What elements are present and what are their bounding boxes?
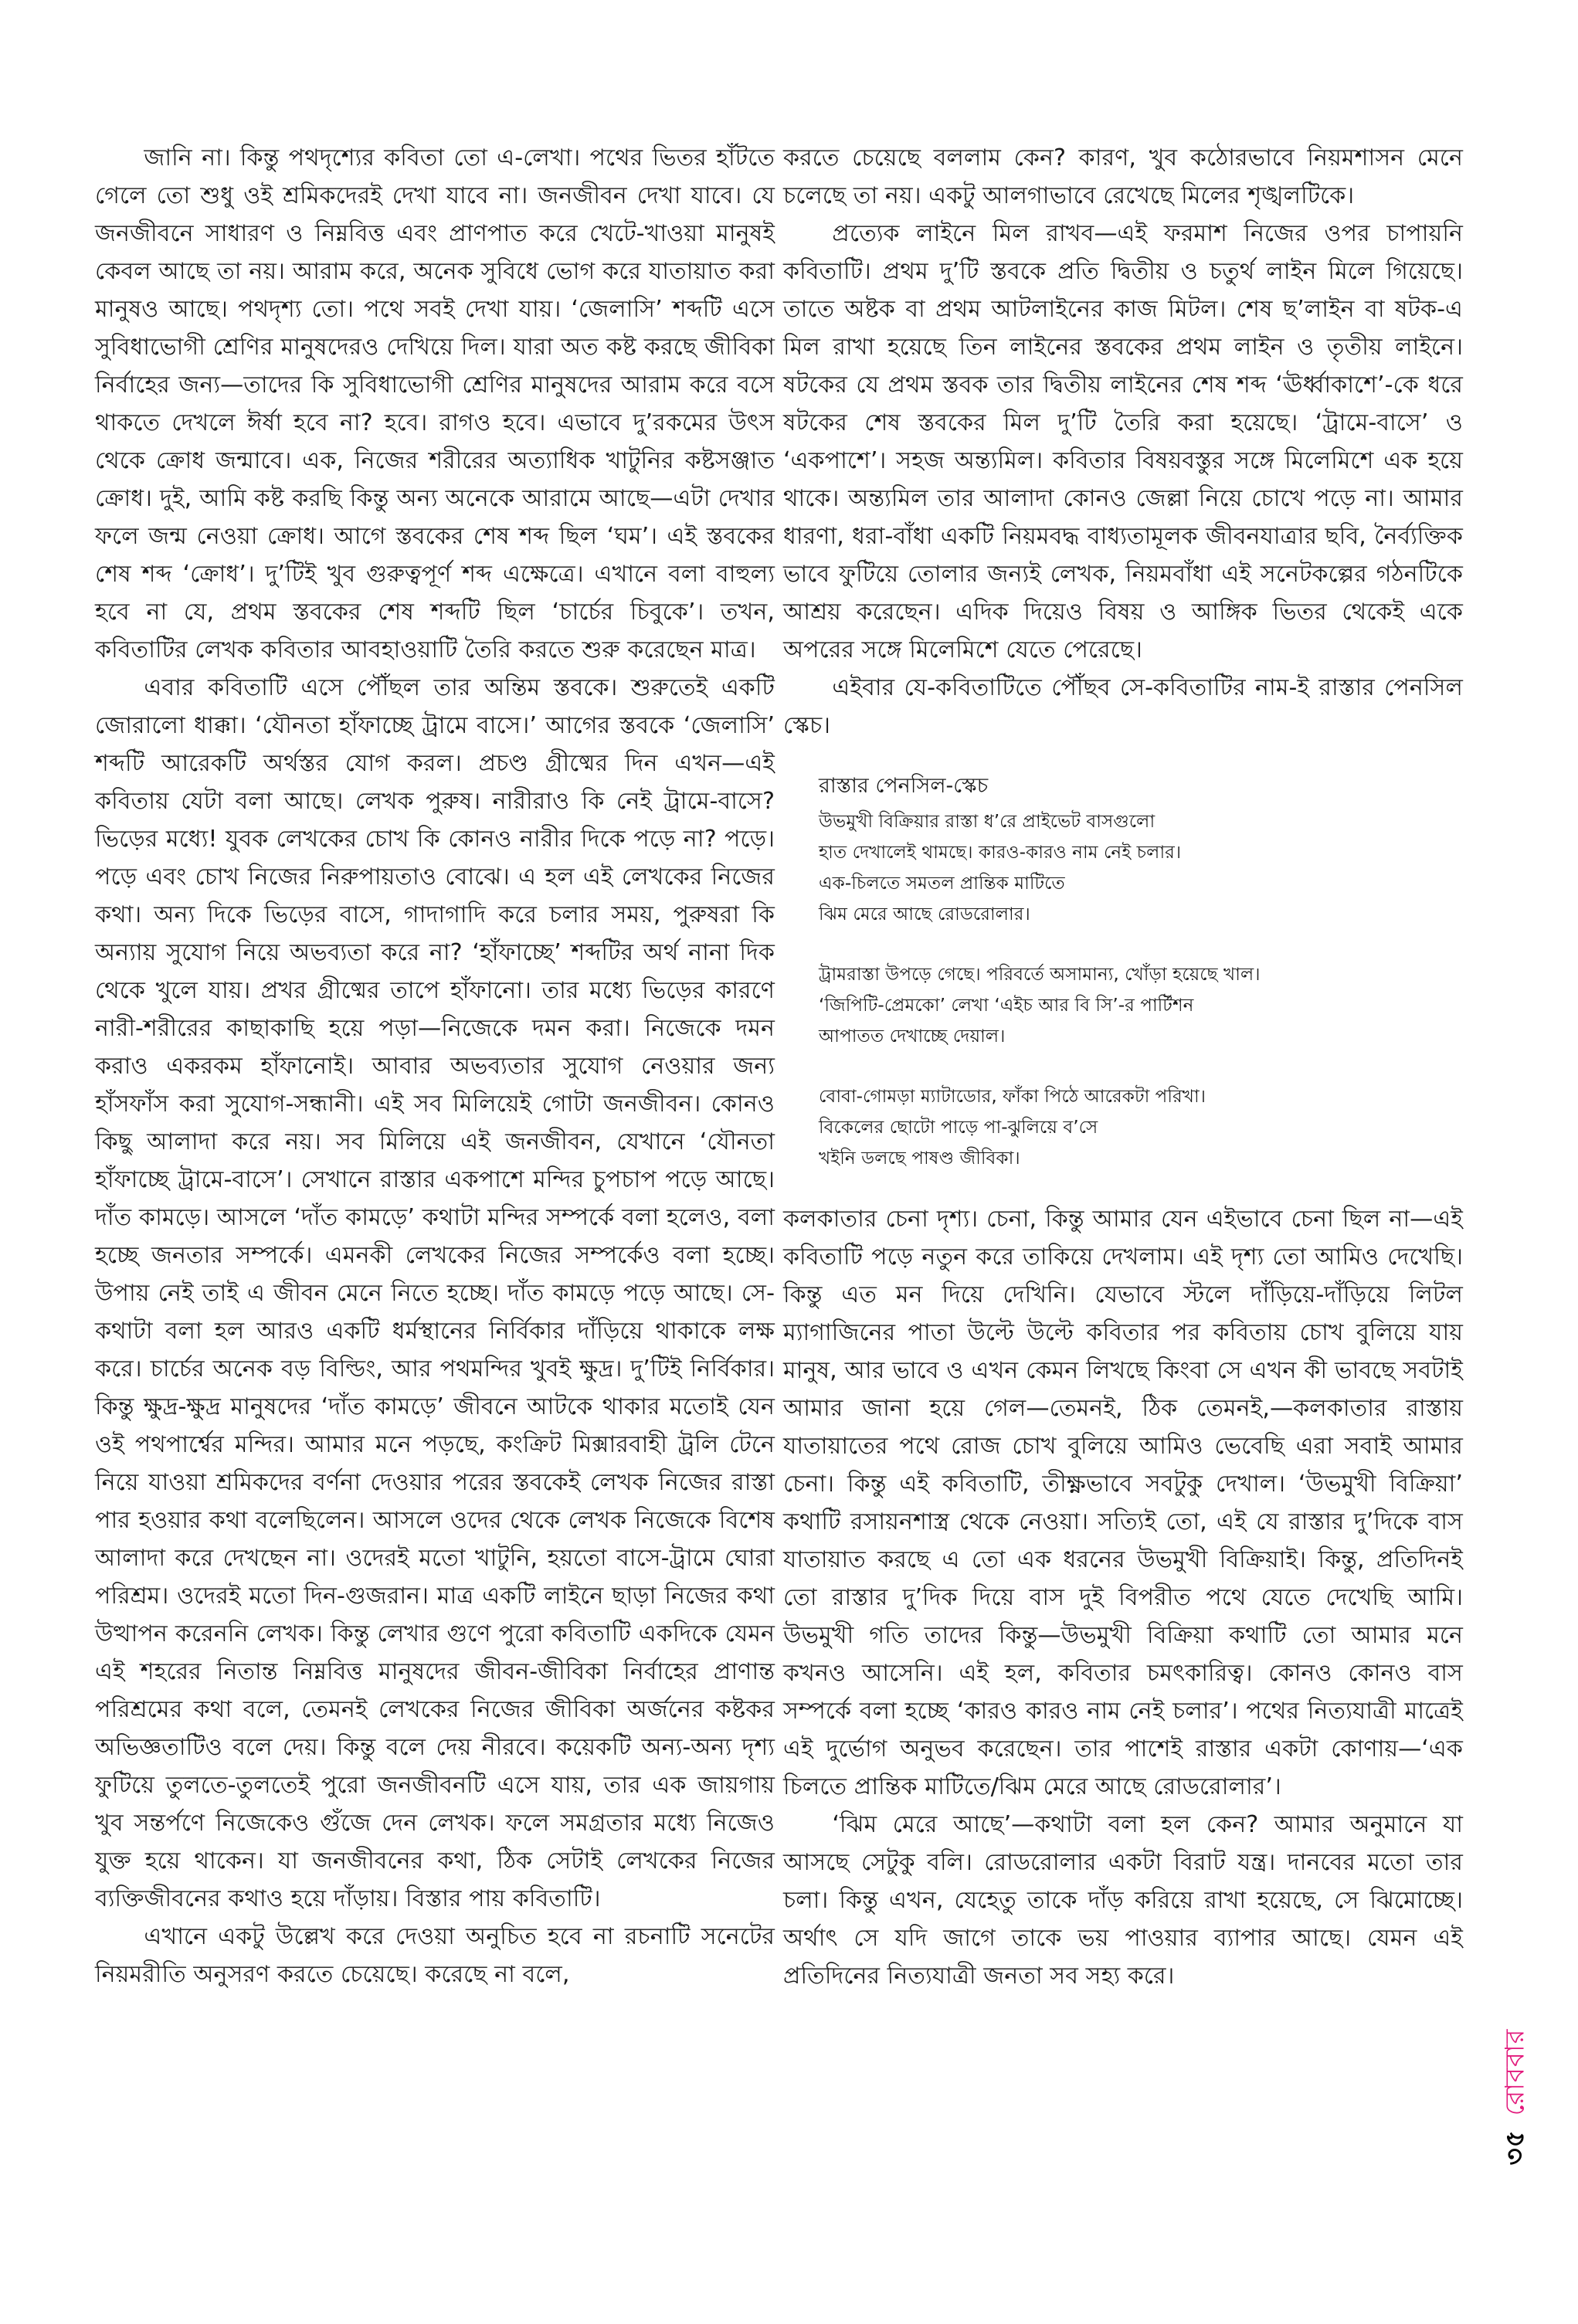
body-paragraph: এইবার যে-কবিতাটিতে পৌঁছব সে-কবিতাটির নাম-ই রাস্তার পেনসিল স্কেচ। xyxy=(783,674,1463,739)
page-footer-sidebar xyxy=(1494,1950,1540,2244)
magazine-name: রোববার xyxy=(1499,2028,1531,2116)
poem-stanza xyxy=(819,959,1463,1052)
poem-line: উভমুখী বিক্রিয়ার রাস্তা ধ’রে প্রাইভেট বাসগুলো xyxy=(819,811,1156,832)
poem-line: আপাতত দেখাচ্ছে দেয়াল। xyxy=(819,1026,1006,1047)
poem-line: বিকেলের ছোটো পাড়ে পা-ঝুলিয়ে ব’সে xyxy=(819,1117,1098,1138)
poem-block xyxy=(819,771,1463,1174)
poem-line: হাত দেখালেই থামছে। কারও-কারও নাম নেই চলার। xyxy=(819,842,1182,863)
poem-stanza xyxy=(819,1081,1463,1174)
sidebar-label xyxy=(1495,2029,1539,2166)
poem-line: বোবা-গোমড়া ম্যাটাডোর, ফাঁকা পিঠে আরেকটা পরিখা। xyxy=(819,1086,1206,1107)
poem-line: খইনি ডলছে পাষণ্ড জীবিকা। xyxy=(819,1148,1020,1169)
left-column xyxy=(95,139,775,1993)
body-paragraph: জানি না। কিন্তু পথদৃশ্যের কবিতা তো এ-লেখা। পথের ভিতর হাঁটতে গেলে তো শুধু ওই শ্রমিকদেরই দেখা যাবে না। জনজীবন দেখা যাবে। যে জনজীবনে সাধারণ ও নিম্নবিত্ত এবং প্রাণপাত করে খেটে-খাওয়া মানুষই কেবল আছে তা নয়। আরাম করে, অনেক সুবিধে ভোগ করে যাতায়াত করা মানুষও আছে। পথদৃশ্য তো। পথে সবই দেখা যায়। ‘জেলাসি’ শব্দটি এসে সুবিধাভোগী শ্রেণির মানুষদেরও দেখিয়ে দিল। যারা অত কষ্ট করছে জীবিকা নির্বাহের জন্য—তাদের কি সুবিধাভোগী শ্রেণির মানুষদের আরাম করে বসে থাকতে দেখলে ঈর্ষা হবে না? হবে। রাগও হবে। এভাবে দু’রকমের উৎস থেকে ক্রোধ জন্মাবে। এক, নিজের শরীরের অত্যাধিক খাটুনির কষ্টসঞ্জাত ক্রোধ। দুই, আমি কষ্ট করছি কিন্তু অন্য অনেকে আরামে আছে—এটা দেখার ফলে জন্ম নেওয়া ক্রোধ। আগে স্তবকের শেষ শব্দ ছিল ‘ঘম’। এই স্তবকের শেষ শব্দ ‘ক্রোধ’। দু’টিই খুব গুরুত্বপূর্ণ শব্দ এক্ষেত্রে। এখানে বলা বাহুল্য হবে না যে, প্রথম স্তবকের শেষ শব্দটি ছিল ‘চার্চের চিবুকে’। তখন, কবিতাটির লেখক কবিতার আবহাওয়াটি তৈরি করতে শুরু করেছেন মাত্র। xyxy=(95,144,775,663)
poem-stanza xyxy=(819,806,1463,930)
poem-line: এক-চিলতে সমতল প্রান্তিক মাটিতে xyxy=(819,873,1065,894)
poem-line: ট্রামরাস্তা উপড়ে গেছে। পরিবর্তে অসামান্য, খোঁড়া হয়েছে খাল। xyxy=(819,964,1261,985)
body-paragraph: এবার কবিতাটি এসে পৌঁছল তার অন্তিম স্তবকে। শুরুতেই একটি জোরালো ধাক্কা। ‘যৌনতা হাঁফাচ্ছে ট্রামে বাসে।’ আগের স্তবকে ‘জেলাসি’ শব্দটি আরেকটি অর্থস্তর যোগ করল। প্রচণ্ড গ্রীষ্মের দিন এখন—এই কবিতায় যেটা বলা আছে। লেখক পুরুষ। নারীরাও কি নেই ট্রামে-বাসে? ভিড়ের মধ্যে! যুবক লেখকের চোখ কি কোনও নারীর দিকে পড়ে না? পড়ে। পড়ে এবং চোখ নিজের নিরুপায়তাও বোঝে। এ হল এই লেখকের নিজের কথা। অন্য দিকে ভিড়ের বাসে, গাদাগাদি করে চলার সময়, পুরুষরা কি অন্যায় সুযোগ নিয়ে অভব্যতা করে না? ‘হাঁফাচ্ছে’ শব্দটির অর্থ নানা দিক থেকে খুলে যায়। প্রখর গ্রীষ্মের তাপে হাঁফানো। তার মধ্যে ভিড়ের কারণে নারী-শরীরের কাছাকাছি হয়ে পড়া—নিজেকে দমন করা। নিজেকে দমন করাও একরকম হাঁফানোই। আবার অভব্যতার সুযোগ নেওয়ার জন্য হাঁসফাঁস করা সুযোগ-সন্ধানী। এই সব মিলিয়েই গোটা জনজীবন। কোনও কিছু আলাদা করে নয়। সব মিলিয়ে এই জনজীবন, যেখানে ‘যৌনতা হাঁফাচ্ছে ট্রামে-বাসে’। সেখানে রাস্তার একপাশে মন্দির চুপচাপ পড়ে আছে। দাঁত কামড়ে। আসলে ‘দাঁত কামড়ে’ কথাটা মন্দির সম্পর্কে বলা হলেও, বলা হচ্ছে জনতার সম্পর্কে। এমনকী লেখকের নিজের সম্পর্কেও বলা হচ্ছে। উপায় নেই তাই এ জীবন মেনে নিতে হচ্ছে। দাঁত কামড়ে পড়ে আছে। সে-কথাটা বলা হল আরও একটি ধর্মস্থানের নির্বিকার দাঁড়িয়ে থাকাকে লক্ষ করে। চার্চের অনেক বড় বিল্ডিং, আর পথমন্দির খুবই ক্ষুদ্র। দু’টিই নির্বিকার। কিন্তু ক্ষুদ্র-ক্ষুদ্র মানুষদের ‘দাঁত কামড়ে’ জীবনে আটকে থাকার মতোই যেন ওই পথপার্শ্বের মন্দির। আমার মনে পড়ছে, কংক্রিট মিক্সারবাহী ট্রলি টেনে নিয়ে যাওয়া শ্রমিকদের বর্ণনা দেওয়ার পরের স্তবকেই লেখক নিজের রাস্তা পার হওয়ার কথা বলেছিলেন। আসলে ওদের থেকে লেখক নিজেকে বিশেষ আলাদা করে দেখছেন না। ওদেরই মতো খাটুনি, হয়তো বাসে-ট্রামে ঘোরা পরিশ্রম। ওদেরই মতো দিন-গুজরান। মাত্র একটি লাইনে ছাড়া নিজের কথা উত্থাপন করেননি লেখক। কিন্তু লেখার গুণে পুরো কবিতাটি একদিকে যেমন এই শহরের নিতান্ত নিম্নবিত্ত মানুষদের জীবন-জীবিকা নির্বাহের প্রাণান্ত পরিশ্রমের কথা বলে, তেমনই লেখকের নিজের জীবিকা অর্জনের কষ্টকর অভিজ্ঞতাটিও বলে দেয়। কিন্তু বলে দেয় নীরবে। কয়েকটি অন্য-অন্য দৃশ্য ফুটিয়ে তুলতে-তুলতেই পুরো জনজীবনটি এসে যায়, তার এক জায়গায় খুব সন্তর্পণে নিজেকেও গুঁজে দেন লেখক। ফলে সমগ্রতার মধ্যে নিজেও যুক্ত হয়ে থাকেন। যা জনজীবনের কথা, ঠিক সেটাই লেখকের নিজের ব্যক্তিজীবনের কথাও হয়ে দাঁড়ায়। বিস্তার পায় কবিতাটি। xyxy=(95,674,775,1912)
body-paragraph: কলকাতার চেনা দৃশ্য। চেনা, কিন্তু আমার যেন এইভাবে চেনা ছিল না—এই কবিতাটি পড়ে নতুন করে তাকিয়ে দেখলাম। এই দৃশ্য তো আমিও দেখেছি। কিন্তু এত মন দিয়ে দেখিনি। যেভাবে স্টলে দাঁড়িয়ে-দাঁড়িয়ে লিটল ম্যাগাজিনের পাতা উল্টে উল্টে কবিতার পর কবিতায় চোখ বুলিয়ে যায় মানুষ, আর ভাবে ও এখন কেমন লিখছে কিংবা সে এখন কী ভাবছে সবটাই আমার জানা হয়ে গেল—তেমনই, ঠিক তেমনই,—কলকাতার রাস্তায় যাতায়াতের পথে রোজ চোখ বুলিয়ে আমিও ভেবেছি এরা সবাই আমার চেনা। কিন্তু এই কবিতাটি, তীক্ষ্ণভাবে সবটুকু দেখাল। ‘উভমুখী বিক্রিয়া’ কথাটি রসায়নশাস্ত্র থেকে নেওয়া। সত্যিই তো, এই যে রাস্তার দু’দিকে বাস যাতায়াত করছে এ তো এক ধরনের উভমুখী বিক্রিয়াই। কিন্তু, প্রতিদিনই তো রাস্তার দু’দিক দিয়ে বাস দুই বিপরীত পথে যেতে দেখেছি আমি। উভমুখী গতি তাদের কিন্তু—উভমুখী বিক্রিয়া কথাটি তো আমার মনে কখনও আসেনি। এই হল, কবিতার চমৎকারিত্ব। কোনও কোনও বাস সম্পর্কে বলা হচ্ছে ‘কারও কারও নাম নেই চলার’। পথের নিত্যযাত্রী মাত্রেই এই দুর্ভোগ অনুভব করেছেন। তার পাশেই রাস্তার একটা কোণায়—‘এক চিলতে প্রান্তিক মাটিতে/ঝিম মেরে আছে রোডরোলার’। xyxy=(783,1206,1463,1800)
poem-title: রাস্তার পেনসিল-স্কেচ xyxy=(819,774,989,798)
body-paragraph: প্রত্যেক লাইনে মিল রাখব—এই ফরমাশ নিজের ওপর চাপায়নি কবিতাটি। প্রথম দু’টি স্তবকে প্রতি দ্বিতীয় ও চতুর্থ লাইন মিলে গিয়েছে। তাতে অষ্টক বা প্রথম আটলাইনের কাজ মিটল। শেষ ছ’লাইন বা ষটক-এ মিল রাখা হয়েছে তিন লাইনের স্তবকের প্রথম লাইন ও তৃতীয় লাইনে। ষটকের যে প্রথম স্তবক তার দ্বিতীয় লাইনের শেষ শব্দ ‘ঊর্ধ্বাকাশে’-কে ধরে ষটকের শেষ স্তবকের মিল দু’টি তৈরি করা হয়েছে। ‘ট্রামে-বাসে’ ও ‘একপাশে’। সহজ অন্ত্যমিল। কবিতার বিষয়বস্তুর সঙ্গে মিলেমিশে এক হয়ে থাকে। অন্ত্যমিল তার আলাদা কোনও জেল্লা নিয়ে চোখে পড়ে না। আমার ধারণা, ধরা-বাঁধা একটি নিয়মবদ্ধ বাধ্যতামূলক জীবনযাত্রার ছবি, নৈর্ব্যক্তিক ভাবে ফুটিয়ে তোলার জন্যই লেখক, নিয়মবাঁধা এই সনেটকল্পের গঠনটিকে আশ্রয় করেছেন। এদিক দিয়েও বিষয় ও আঙ্গিক ভিতর থেকেই একে অপরের সঙ্গে মিলেমিশে যেতে পেরেছে। xyxy=(783,220,1463,663)
poem-line: ঝিম মেরে আছে রোডরোলার। xyxy=(819,904,1030,925)
poem-line: ‘জিপিটি-প্রেমকো’ লেখা ‘এইচ আর বি সি’-র পার্টিশন xyxy=(819,995,1194,1016)
body-paragraph: এখানে একটু উল্লেখ করে দেওয়া অনুচিত হবে না রচনাটি সনেটের নিয়মরীতি অনুসরণ করতে চেয়েছে। করেছে না বলে, xyxy=(95,1923,775,1988)
right-column xyxy=(783,139,1463,1995)
body-paragraph: করতে চেয়েছে বললাম কেন? কারণ, খুব কঠোরভাবে নিয়মশাসন মেনে চলেছে তা নয়। একটু আলগাভাবে রেখেছে মিলের শৃঙ্খলটিকে। xyxy=(783,144,1463,209)
page-number: ৩৫ xyxy=(1499,2129,1531,2166)
body-paragraph: ‘ঝিম মেরে আছে’—কথাটা বলা হল কেন? আমার অনুমানে যা আসছে সেটুকু বলি। রোডরোলার একটা বিরাট যন্ত্র। দানবের মতো তার চলা। কিন্তু এখন, যেহেতু তাকে দাঁড় করিয়ে রাখা হয়েছে, সে ঝিমোচ্ছে। অর্থাৎ সে যদি জাগে তাকে ভয় পাওয়ার ব্যাপার আছে। যেমন এই প্রতিদিনের নিত্যযাত্রী জনতা সব সহ্য করে। xyxy=(783,1811,1463,1990)
